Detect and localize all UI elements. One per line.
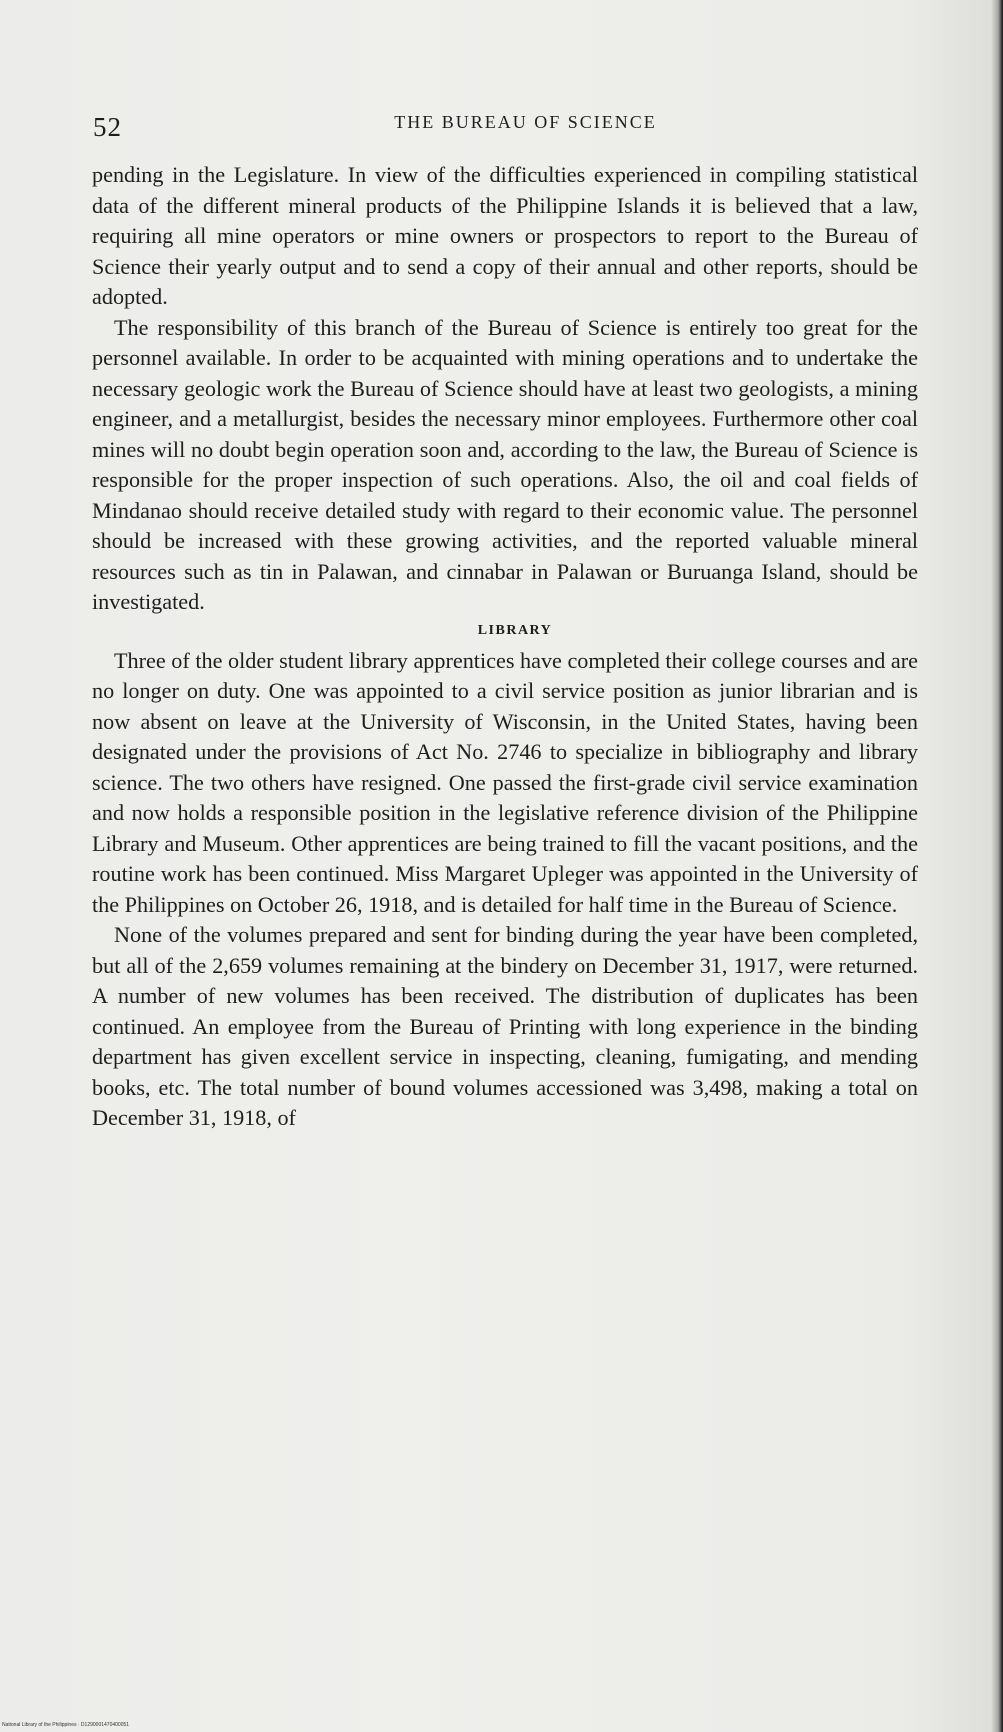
section-heading-library: LIBRARY: [477, 622, 553, 638]
paragraph-mining-law: pending in the Legislature. In view of the difficulties experienced in compiling statistical data of the different mineral products of the Philippine Islands it is believed that a law, requiring all mine operators or mine owners or prospectors to report to the Bureau of Science their yearly output and to send a copy of their annual and other reports, should be adopted.: [92, 162, 918, 309]
running-head: THE BUREAU OF SCIENCE: [394, 112, 657, 132]
paragraph-personnel: The responsibility of this branch of the Bureau of Science is entirely too great for the personnel available. In order to be acquainted with mining operations and to undertake the necessary geologic work the Bureau of Science should have at least two geologists, a mining engineer, and a metallurgist, besides the necessary minor employees. Furthermore other coal mines will no doubt begin operation soon and, according to the law, the Bureau of Science is responsible for the proper inspection of such operations. Also, the oil and coal fields of Mindanao should receive detailed study with regard to their economic value. The personnel should be increased with these growing activities, and the reported valuable mineral resources such as tin in Palawan, and cinnabar in Palawan or Buruanga Island, should be investigated.: [92, 314, 918, 614]
archive-stamp: National Library of the Philippines · D1290001470400051: [2, 1722, 130, 1728]
paragraph-library-binding: None of the volumes prepared and sent for binding during the year have been completed, but all of the 2,659 volumes remaining at the bindery on December 31, 1917, were returned. A number of new volumes has been received. The distribution of duplicates has been continued. An employee from the Bureau of Printing with long experience in the binding department has given excellent service in inspecting, cleaning, fumigating, and mending books, etc. The total number of bound volumes accessioned was 3,498, making a total on December 31, 1918, of: [92, 922, 918, 1130]
page-edge-shadow: [991, 0, 1003, 1732]
paragraph-library-apprentices: Three of the older student library apprentices have completed their college courses and are no longer on duty. One was appointed to a civil service position as junior librarian and is now absent on leave at the University of Wisconsin, in the United States, having been designated under the provisions of Act No. 2746 to specialize in bibliography and library science. The two others have resigned. One passed the first-grade civil service examination and now holds a responsible position in the legislative reference division of the Philippine Library and Museum. Other apprentices are being trained to fill the vacant positions, and the routine work has been continued. Miss Margaret Upleger was appointed in the University of the Philippines on October 26, 1918, and is detailed for half time in the Bureau of Science.: [92, 647, 918, 917]
page-number: 52: [93, 112, 122, 142]
page-header: [93, 108, 918, 148]
body-text: [92, 160, 918, 1134]
